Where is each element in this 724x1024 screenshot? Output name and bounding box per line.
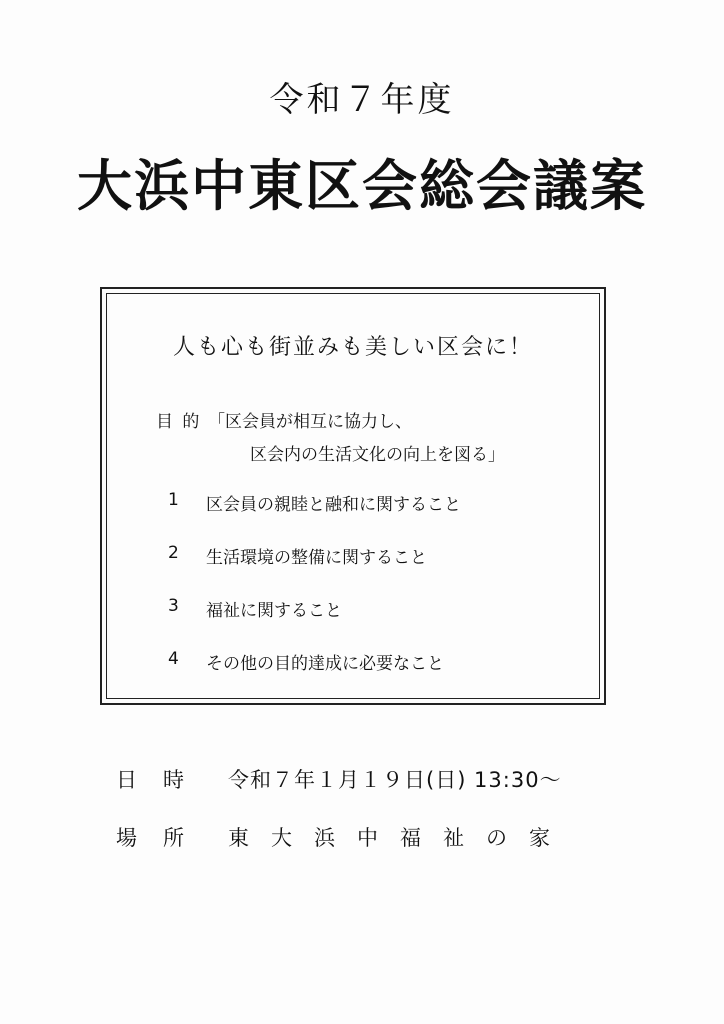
purpose-text-line-1: 「区会員が相互に協力し、 (208, 412, 412, 432)
purpose-label: 目 的 (156, 412, 202, 432)
place-label: 場所 (116, 826, 210, 850)
list-item-number: 2 (168, 543, 179, 563)
list-item (168, 490, 461, 515)
list-item-number: 1 (168, 490, 179, 510)
slogan: 人も心も街並みも美しい区会に！ (172, 335, 533, 360)
list-item-text: 区会員の親睦と融和に関すること (206, 495, 461, 515)
place-value: 東大浜中福祉の家 (228, 826, 572, 850)
list-item (168, 596, 342, 621)
list-item-text: その他の目的達成に必要なこと (206, 654, 444, 674)
list-item (168, 649, 444, 674)
list-item (168, 543, 427, 568)
document-title: 大浜中東区会総会議案 (76, 154, 647, 218)
date-row (116, 764, 562, 794)
list-item-text: 福祉に関すること (206, 601, 342, 621)
list-item-number: 4 (168, 649, 179, 669)
date-value: 令和７年１月１９日(日) 13:30～ (228, 768, 562, 792)
year-heading: 令和７年度 (269, 80, 455, 120)
purpose-text-line-2: 区会内の生活文化の向上を図る」 (250, 445, 505, 465)
list-item-number: 3 (168, 596, 179, 616)
list-item-text: 生活環境の整備に関すること (206, 548, 427, 568)
date-label: 日時 (116, 768, 210, 792)
place-row (116, 822, 572, 852)
